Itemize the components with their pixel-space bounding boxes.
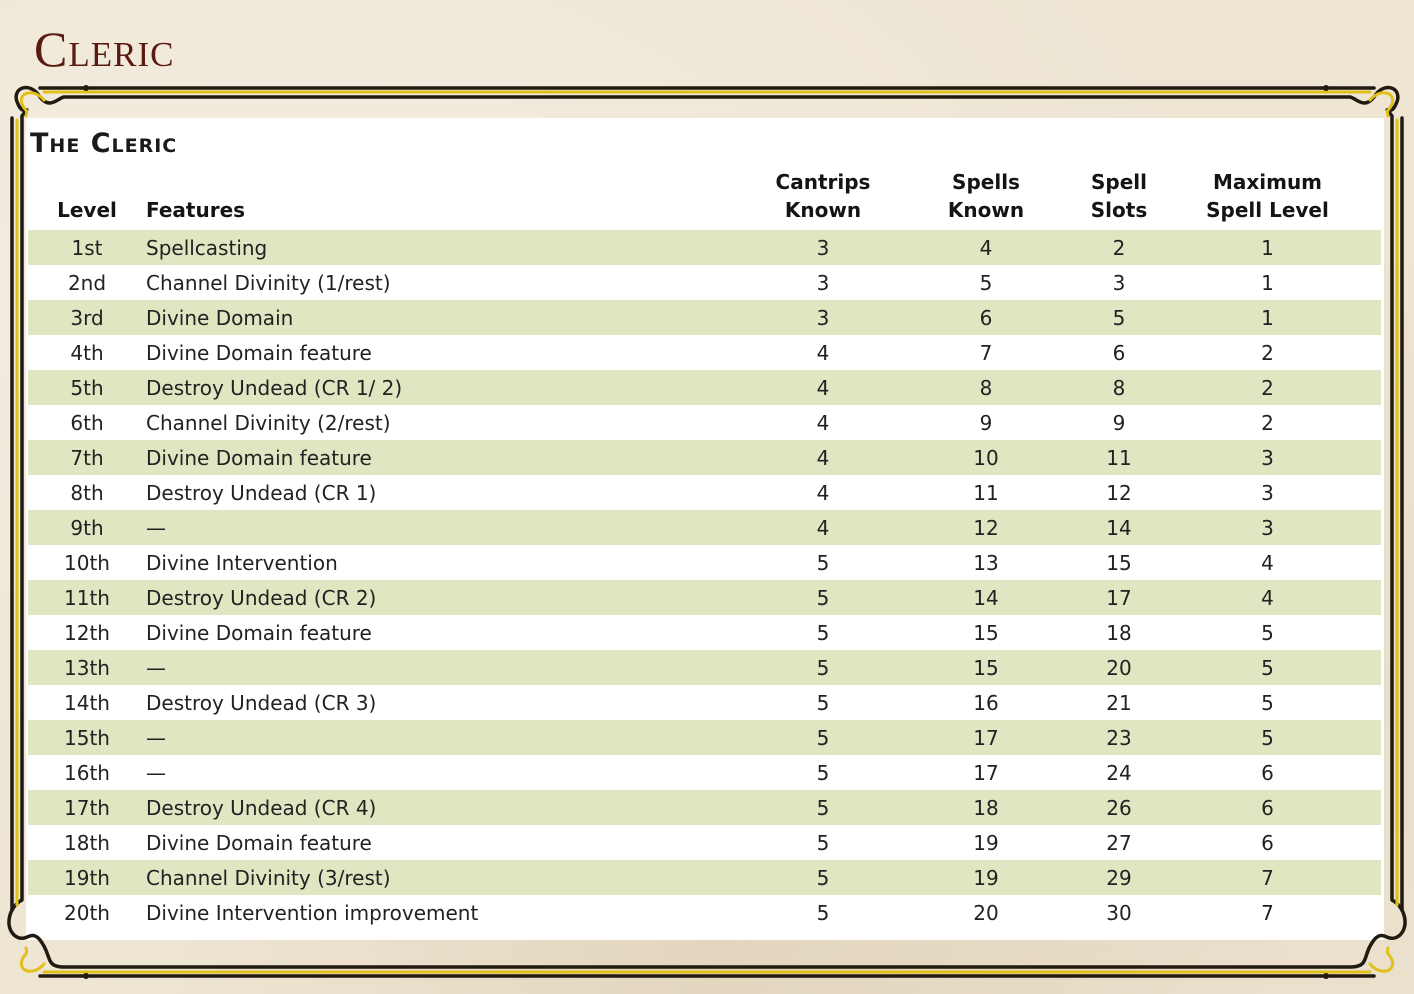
cell-max-spell-level: 4 (1154, 580, 1381, 615)
cell-max-spell-level: 3 (1154, 475, 1381, 510)
cell-level: 20th (28, 895, 146, 930)
cell-level: 12th (28, 615, 146, 650)
cell-spell-slots: 9 (1084, 405, 1154, 440)
cell-level: 10th (28, 545, 146, 580)
cell-level: 5th (28, 370, 146, 405)
cell-max-spell-level: 7 (1154, 860, 1381, 895)
cell-max-spell-level: 6 (1154, 790, 1381, 825)
header-spell-slots-line2: Slots (1090, 198, 1148, 222)
cell-max-spell-level: 5 (1154, 720, 1381, 755)
cell-level: 8th (28, 475, 146, 510)
cell-level: 19th (28, 860, 146, 895)
cell-level: 3rd (28, 300, 146, 335)
cell-spells-known: 15 (888, 650, 1084, 685)
cell-max-spell-level: 5 (1154, 685, 1381, 720)
cell-spell-slots: 12 (1084, 475, 1154, 510)
cell-max-spell-level: 2 (1154, 370, 1381, 405)
cell-cantrips-known: 5 (758, 825, 888, 860)
cell-spells-known: 14 (888, 580, 1084, 615)
cell-cantrips-known: 5 (758, 720, 888, 755)
cell-cantrips-known: 5 (758, 860, 888, 895)
cell-level: 1st (28, 230, 146, 265)
page-title: Cleric (34, 21, 175, 77)
cell-cantrips-known: 4 (758, 335, 888, 370)
cell-spells-known: 4 (888, 230, 1084, 265)
cell-spell-slots: 2 (1084, 230, 1154, 265)
cell-level: 14th (28, 685, 146, 720)
cell-spell-slots: 30 (1084, 895, 1154, 930)
cell-features: Destroy Undead (CR 1/ 2) (146, 370, 758, 405)
cell-spell-slots: 20 (1084, 650, 1154, 685)
cell-spell-slots: 26 (1084, 790, 1154, 825)
cell-cantrips-known: 5 (758, 790, 888, 825)
header-spells-known-line2: Known (947, 198, 1025, 222)
cell-cantrips-known: 5 (758, 685, 888, 720)
cell-features: Destroy Undead (CR 4) (146, 790, 758, 825)
cell-features: Channel Divinity (1/rest) (146, 265, 758, 300)
cell-level: 7th (28, 440, 146, 475)
cell-spells-known: 7 (888, 335, 1084, 370)
cell-spell-slots: 5 (1084, 300, 1154, 335)
cell-features: — (146, 510, 758, 545)
cell-spell-slots: 14 (1084, 510, 1154, 545)
table-title: The Cleric (30, 128, 178, 159)
cell-cantrips-known: 3 (758, 265, 888, 300)
cell-spells-known: 20 (888, 895, 1084, 930)
header-spell-slots-line1: Spell (1091, 170, 1147, 194)
cell-features: Divine Domain (146, 300, 758, 335)
cell-spell-slots: 21 (1084, 685, 1154, 720)
cell-max-spell-level: 5 (1154, 650, 1381, 685)
cell-spell-slots: 18 (1084, 615, 1154, 650)
cell-cantrips-known: 5 (758, 580, 888, 615)
cell-features: — (146, 755, 758, 790)
cell-spell-slots: 11 (1084, 440, 1154, 475)
cell-cantrips-known: 5 (758, 755, 888, 790)
cell-spells-known: 16 (888, 685, 1084, 720)
cell-spells-known: 19 (888, 825, 1084, 860)
cell-cantrips-known: 5 (758, 895, 888, 930)
cell-spell-slots: 27 (1084, 825, 1154, 860)
header-level-label: Level (57, 198, 117, 222)
cell-cantrips-known: 5 (758, 615, 888, 650)
cell-max-spell-level: 4 (1154, 545, 1381, 580)
cell-max-spell-level: 1 (1154, 265, 1381, 300)
header-max-level-line1: Maximum (1212, 170, 1323, 194)
cell-max-spell-level: 1 (1154, 230, 1381, 265)
cell-spell-slots: 6 (1084, 335, 1154, 370)
cell-spells-known: 8 (888, 370, 1084, 405)
cell-spell-slots: 3 (1084, 265, 1154, 300)
cell-spells-known: 19 (888, 860, 1084, 895)
cell-spells-known: 15 (888, 615, 1084, 650)
cell-level: 17th (28, 790, 146, 825)
cell-spells-known: 10 (888, 440, 1084, 475)
cell-max-spell-level: 5 (1154, 615, 1381, 650)
cell-max-spell-level: 2 (1154, 405, 1381, 440)
cell-cantrips-known: 4 (758, 440, 888, 475)
cell-features: Spellcasting (146, 230, 758, 265)
header-spells-known-line1: Spells (952, 170, 1020, 194)
cell-spells-known: 9 (888, 405, 1084, 440)
cell-cantrips-known: 5 (758, 545, 888, 580)
cell-max-spell-level: 1 (1154, 300, 1381, 335)
cell-spells-known: 5 (888, 265, 1084, 300)
cell-level: 15th (28, 720, 146, 755)
cell-spells-known: 12 (888, 510, 1084, 545)
cell-spell-slots: 29 (1084, 860, 1154, 895)
cell-spells-known: 18 (888, 790, 1084, 825)
cell-features: Destroy Undead (CR 1) (146, 475, 758, 510)
cell-level: 18th (28, 825, 146, 860)
cell-features: Destroy Undead (CR 3) (146, 685, 758, 720)
cell-features: Channel Divinity (2/rest) (146, 405, 758, 440)
cell-level: 16th (28, 755, 146, 790)
cell-max-spell-level: 3 (1154, 510, 1381, 545)
cell-level: 4th (28, 335, 146, 370)
cell-features: Divine Intervention (146, 545, 758, 580)
cell-max-spell-level: 2 (1154, 335, 1381, 370)
cell-max-spell-level: 6 (1154, 755, 1381, 790)
cell-spell-slots: 15 (1084, 545, 1154, 580)
cell-spells-known: 11 (888, 475, 1084, 510)
header-cantrips-line2: Known (784, 198, 862, 222)
cell-spell-slots: 17 (1084, 580, 1154, 615)
cell-cantrips-known: 3 (758, 300, 888, 335)
cell-cantrips-known: 3 (758, 230, 888, 265)
cell-features: Divine Domain feature (146, 615, 758, 650)
cell-spell-slots: 8 (1084, 370, 1154, 405)
header-features-label: Features (146, 198, 246, 222)
cell-features: Divine Domain feature (146, 335, 758, 370)
cell-cantrips-known: 4 (758, 405, 888, 440)
cell-features: Divine Domain feature (146, 825, 758, 860)
cell-level: 13th (28, 650, 146, 685)
cell-features: Divine Domain feature (146, 440, 758, 475)
cell-spells-known: 17 (888, 720, 1084, 755)
cell-features: — (146, 720, 758, 755)
cell-cantrips-known: 4 (758, 510, 888, 545)
cell-features: Destroy Undead (CR 2) (146, 580, 758, 615)
cell-features: — (146, 650, 758, 685)
cell-spell-slots: 24 (1084, 755, 1154, 790)
cell-level: 2nd (28, 265, 146, 300)
cell-max-spell-level: 7 (1154, 895, 1381, 930)
cell-max-spell-level: 6 (1154, 825, 1381, 860)
cell-spells-known: 6 (888, 300, 1084, 335)
cell-cantrips-known: 5 (758, 650, 888, 685)
cell-level: 9th (28, 510, 146, 545)
header-cantrips-line1: Cantrips (775, 170, 871, 194)
cell-level: 11th (28, 580, 146, 615)
cell-spell-slots: 23 (1084, 720, 1154, 755)
cell-cantrips-known: 4 (758, 370, 888, 405)
cell-max-spell-level: 3 (1154, 440, 1381, 475)
cell-spells-known: 13 (888, 545, 1084, 580)
cell-cantrips-known: 4 (758, 475, 888, 510)
cell-features: Channel Divinity (3/rest) (146, 860, 758, 895)
header-max-level-line2: Spell Level (1206, 198, 1329, 222)
cell-spells-known: 17 (888, 755, 1084, 790)
cell-level: 6th (28, 405, 146, 440)
cell-features: Divine Intervention improvement (146, 895, 758, 930)
